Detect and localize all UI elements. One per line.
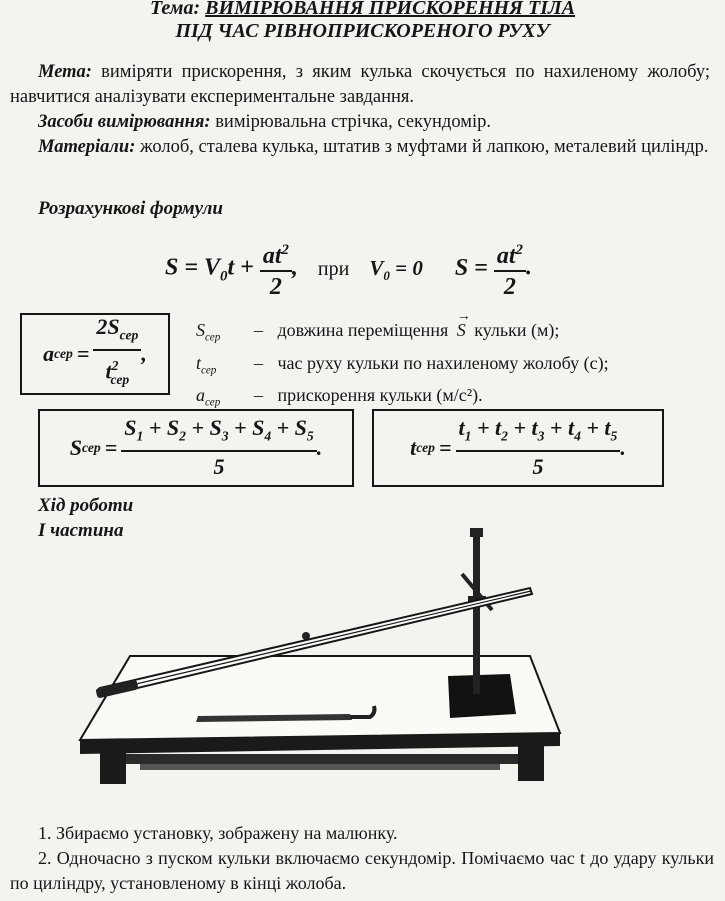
condition-sub: 0: [383, 267, 390, 283]
title-prefix: Тема:: [149, 0, 201, 19]
term-sub: 4: [574, 428, 581, 444]
accel-lhs: a: [43, 341, 55, 366]
term-sub: 2: [179, 428, 186, 444]
condition-eq: = 0: [395, 255, 423, 280]
accel-fraction: [93, 313, 141, 395]
goal-text: виміряти прискорення, з яким кулька скочується по нахиленому жолобу; навчитися аналізувати експериментальне завдання.: [10, 62, 711, 107]
accel-den-sub: сер: [110, 372, 130, 388]
stand-base: [448, 674, 516, 718]
legend: [196, 309, 716, 416]
main-formula-lhs: S = V: [165, 254, 221, 281]
fraction-sup: 2: [281, 242, 289, 258]
s-avg-lhs-sub: сер: [82, 440, 101, 455]
title-line-2: ПІД ЧАС РІВНОПРИСКОРЕНОГО РУХУ: [175, 20, 550, 42]
tools-paragraph: [10, 110, 710, 135]
page-title: [0, 0, 725, 19]
term-sub: 1: [464, 428, 472, 444]
s-avg-denominator: 5: [213, 454, 225, 480]
s-average-formula-box: [38, 409, 354, 487]
stand-rod: [473, 534, 480, 694]
t-average-formula-box: [372, 409, 664, 487]
term: + S: [148, 414, 180, 440]
s-avg-end: .: [316, 435, 323, 460]
accel-lhs-sub: сер: [54, 346, 73, 361]
term: + t: [586, 414, 611, 440]
accel-numerator-sub: сер: [119, 327, 139, 343]
fraction-numerator: at: [262, 243, 282, 269]
accel-end: ,: [141, 341, 147, 366]
legend-text: час руху кульки по нахиленому жолобу (с);: [277, 352, 609, 373]
accel-eq: =: [76, 341, 90, 366]
main-formula-sub: 0: [220, 268, 228, 285]
t-avg-numerator: [456, 414, 621, 452]
legend-text-after: кульки (м);: [474, 320, 560, 340]
goal-label: Мета:: [38, 62, 92, 82]
second-numerator: at: [496, 243, 516, 269]
main-formula-t: t +: [227, 254, 254, 281]
materials-text: жолоб, сталева кулька, штатив з муфтами й лапкою, металевий циліндр.: [140, 137, 709, 157]
main-formula-comma: ,: [291, 254, 298, 281]
t-avg-fraction: [456, 414, 621, 482]
t-avg-lhs: t: [410, 435, 417, 460]
term: + S: [191, 414, 222, 440]
main-formula: [165, 236, 532, 302]
second-formula-lhs: S =: [454, 254, 488, 281]
s-avg-fraction: [121, 414, 316, 482]
t-avg-end: .: [620, 435, 626, 460]
apparatus-illustration: [70, 528, 590, 796]
tools-label: Засоби вимірювання:: [38, 112, 211, 132]
term-sub: 3: [537, 428, 545, 444]
t-avg-eq: =: [439, 435, 452, 460]
accel-numerator: 2S: [96, 313, 120, 339]
term: + S: [276, 414, 307, 440]
term: + t: [476, 414, 502, 440]
acceleration-formula-box: [20, 313, 170, 395]
table-frame: [126, 754, 518, 764]
main-formula-fraction: [260, 236, 292, 302]
stand-rod-cap: [470, 528, 483, 537]
part-heading: І частина: [38, 520, 124, 541]
materials-label: Матеріали:: [38, 137, 136, 157]
legend-symbol: a: [196, 385, 205, 406]
accel-den-sup: 2: [111, 358, 119, 374]
term: + t: [549, 414, 575, 440]
legend-text: довжина переміщення: [277, 320, 449, 340]
table-leg-right: [518, 745, 544, 781]
second-formula-end: .: [525, 254, 532, 281]
second-formula-fraction: [494, 236, 526, 302]
title-line-1: ВИМІРЮВАННЯ ПРИСКОРЕННЯ ТІЛА: [205, 0, 576, 19]
formulas-heading: Розрахункові формули: [38, 198, 223, 219]
term-sub: 4: [264, 428, 272, 444]
s-avg-eq: =: [104, 435, 118, 460]
legend-sub: сер: [205, 396, 221, 409]
term: + S: [234, 414, 265, 440]
goal-paragraph: [10, 60, 710, 110]
condition-word: при: [317, 257, 350, 280]
fraction-denominator: 2: [269, 274, 282, 300]
term-sub: 1: [136, 428, 144, 444]
legend-text: прискорення кульки (м/с²).: [277, 385, 483, 406]
vector-arrow-icon: →: [456, 309, 471, 324]
second-sup: 2: [515, 242, 523, 258]
steel-ball: [302, 632, 310, 640]
legend-dash: –: [254, 385, 263, 406]
legend-dash: –: [254, 320, 263, 340]
legend-symbol: t: [196, 352, 202, 373]
materials-paragraph: [10, 135, 710, 160]
legend-sub: сер: [205, 331, 221, 344]
tools-text: вимірювальна стрічка, секундомір.: [215, 112, 491, 132]
table-frame-lower: [140, 764, 500, 770]
t-avg-lhs-sub: сер: [416, 440, 435, 455]
second-denominator: 2: [503, 274, 516, 300]
term: S: [124, 414, 137, 440]
accel-denominator: t: [105, 358, 112, 384]
step-2: 2. Одночасно з пуском кульки включаємо секундомір. Помічаємо час t до удару кульки по циліндру, установленому в кінці жолоба.: [10, 848, 714, 893]
legend-sub: сер: [201, 364, 217, 377]
term-sub: 5: [306, 428, 314, 444]
step-1: 1. Збираємо установку, зображену на малюнку.: [38, 823, 398, 843]
term: t: [458, 414, 465, 440]
legend-dash: –: [254, 352, 263, 373]
s-avg-numerator: [121, 414, 316, 452]
legend-item: [196, 309, 716, 351]
term: + t: [513, 414, 538, 440]
legend-vector-symbol: S: [456, 320, 466, 340]
condition-v: V: [369, 255, 384, 280]
t-avg-denominator: 5: [532, 454, 544, 480]
s-avg-lhs: S: [69, 435, 83, 460]
legend-symbol: S: [196, 320, 205, 340]
term-sub: 3: [221, 428, 229, 444]
term-sub: 2: [501, 428, 508, 444]
work-heading: Хід роботи: [38, 495, 134, 516]
term-sub: 5: [610, 428, 618, 444]
table-leg-left: [100, 752, 126, 784]
legend-item: [196, 351, 716, 384]
